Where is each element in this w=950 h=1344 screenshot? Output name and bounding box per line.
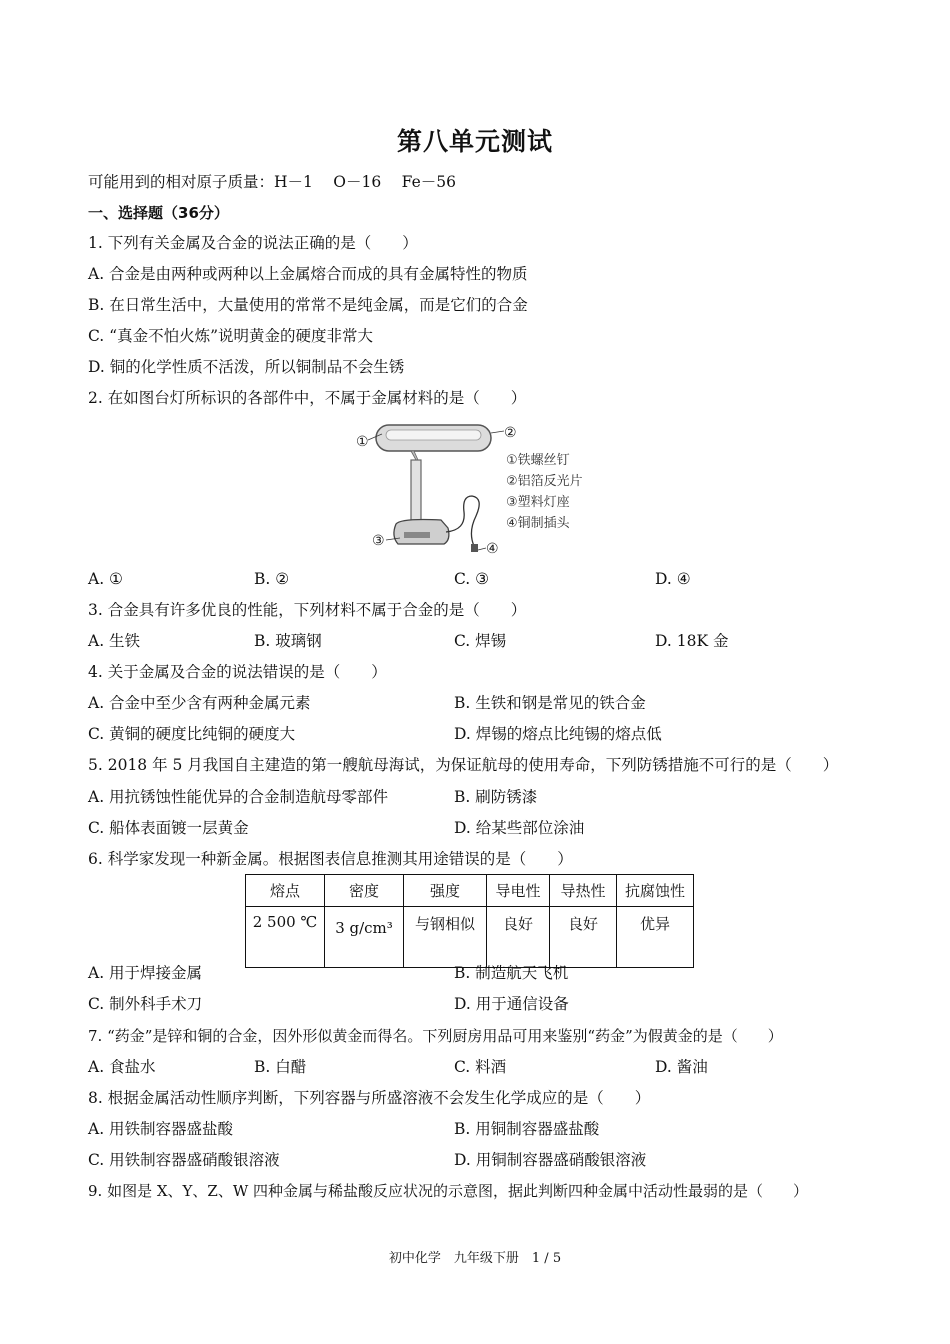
q1-option-c: C. “真金不怕火炼”说明黄金的硬度非常大 — [88, 327, 374, 345]
table-header: 熔点 — [246, 875, 325, 907]
q2-stem: 2. 在如图台灯所标识的各部件中，不属于金属材料的是（ ） — [88, 389, 527, 407]
q6-option-a: A. 用于焊接金属 — [88, 964, 203, 982]
atomic-mass-note: 可能用到的相对原子质量：H－1 O－16 Fe－56 — [88, 173, 456, 191]
lamp-marker-1: ① — [356, 434, 369, 450]
q2-option-c: C. ③ — [454, 570, 490, 588]
q2-option-a: A. ① — [88, 570, 123, 588]
q2-option-d: D. ④ — [655, 570, 691, 588]
table-cell: 3 g/cm³ — [325, 907, 404, 968]
q4-option-d: D. 焊锡的熔点比纯锡的熔点低 — [454, 725, 662, 743]
lamp-marker-3: ③ — [372, 533, 385, 549]
q1-option-b: B. 在日常生活中，大量使用的常常不是纯金属，而是它们的合金 — [88, 296, 528, 314]
q2-option-b: B. ② — [254, 570, 290, 588]
q1-stem: 1. 下列有关金属及合金的说法正确的是（ ） — [88, 234, 418, 252]
q1-option-d: D. 铜的化学性质不活泼，所以铜制品不会生锈 — [88, 358, 405, 376]
q8-stem: 8. 根据金属活动性顺序判断，下列容器与所盛溶液不会发生化学成应的是（ ） — [88, 1089, 651, 1107]
q7-stem: 7. “药金”是锌和铜的合金，因外形似黄金而得名。下列厨房用品可用来鉴别“药金”为假黄金的是（ ） — [88, 1027, 783, 1045]
q4-option-b: B. 生铁和钢是常见的铁合金 — [454, 694, 646, 712]
q3-option-c: C. 焊锡 — [454, 632, 507, 650]
q5-stem: 5. 2018 年 5 月我国自主建造的第一艘航母海试，为保证航母的使用寿命，下列防锈措施不可行的是（ ） — [88, 756, 839, 774]
lamp-marker-4: ④ — [486, 541, 499, 557]
q3-option-b: B. 玻璃钢 — [254, 632, 322, 650]
lamp-legend-item: ②铝箔反光片 — [506, 474, 583, 489]
q7-option-a: A. 食盐水 — [88, 1058, 156, 1076]
q8-option-a: A. 用铁制容器盛盐酸 — [88, 1120, 234, 1138]
table-cell: 良好 — [550, 907, 617, 968]
q8-option-c: C. 用铁制容器盛硝酸银溶液 — [88, 1151, 280, 1169]
table-header: 抗腐蚀性 — [617, 875, 694, 907]
lamp-legend — [506, 450, 583, 534]
section-heading: 一、选择题（36分） — [88, 204, 229, 222]
q7-option-b: B. 白醋 — [254, 1058, 307, 1076]
q6-stem: 6. 科学家发现一种新金属。根据图表信息推测其用途错误的是（ ） — [88, 850, 573, 868]
q1-option-a: A. 合金是由两种或两种以上金属熔合而成的具有金属特性的物质 — [88, 265, 528, 283]
table-cell: 良好 — [487, 907, 550, 968]
q9-stem: 9. 如图是 X、Y、Z、W 四种金属与稀盐酸反应状况的示意图，据此判断四种金属中活动性最弱的是（ ） — [88, 1182, 809, 1200]
q7-option-d: D. 酱油 — [655, 1058, 708, 1076]
table-header: 导热性 — [550, 875, 617, 907]
q3-stem: 3. 合金具有许多优良的性能，下列材料不属于合金的是（ ） — [88, 601, 527, 619]
lamp-legend-item: ①铁螺丝钉 — [506, 453, 570, 468]
q3-option-d: D. 18K 金 — [655, 632, 729, 650]
table-cell: 与钢相似 — [404, 907, 487, 968]
q6-option-c: C. 制外科手术刀 — [88, 995, 203, 1013]
lamp-legend-item: ③塑料灯座 — [506, 495, 570, 510]
q5-option-d: D. 给某些部位涂油 — [454, 819, 585, 837]
q3-option-a: A. 生铁 — [88, 632, 141, 650]
q7-option-c: C. 料酒 — [454, 1058, 507, 1076]
metal-properties-table — [245, 874, 694, 968]
table-header: 密度 — [325, 875, 404, 907]
q8-option-b: B. 用铜制容器盛盐酸 — [454, 1120, 600, 1138]
q8-option-d: D. 用铜制容器盛硝酸银溶液 — [454, 1151, 647, 1169]
table-cell: 优异 — [617, 907, 694, 968]
q5-option-a: A. 用抗锈蚀性能优异的合金制造航母零部件 — [88, 788, 389, 806]
table-cell: 2 500 ℃ — [246, 907, 325, 968]
table-header: 强度 — [404, 875, 487, 907]
q5-option-c: C. 船体表面镀一层黄金 — [88, 819, 249, 837]
q6-option-d: D. 用于通信设备 — [454, 995, 569, 1013]
q4-stem: 4. 关于金属及合金的说法错误的是（ ） — [88, 663, 387, 681]
q5-option-b: B. 刷防锈漆 — [454, 788, 538, 806]
page-title: 第八单元测试 — [396, 127, 553, 156]
page-footer: 初中化学 九年级下册 1 / 5 — [388, 1251, 562, 1266]
q4-option-a: A. 合金中至少含有两种金属元素 — [88, 694, 311, 712]
q6-option-b: B. 制造航天飞机 — [454, 964, 569, 982]
lamp-legend-item: ④铜制插头 — [506, 516, 570, 531]
q4-option-c: C. 黄铜的硬度比纯铜的硬度大 — [88, 725, 296, 743]
table-header: 导电性 — [487, 875, 550, 907]
lamp-marker-2: ② — [504, 425, 517, 441]
